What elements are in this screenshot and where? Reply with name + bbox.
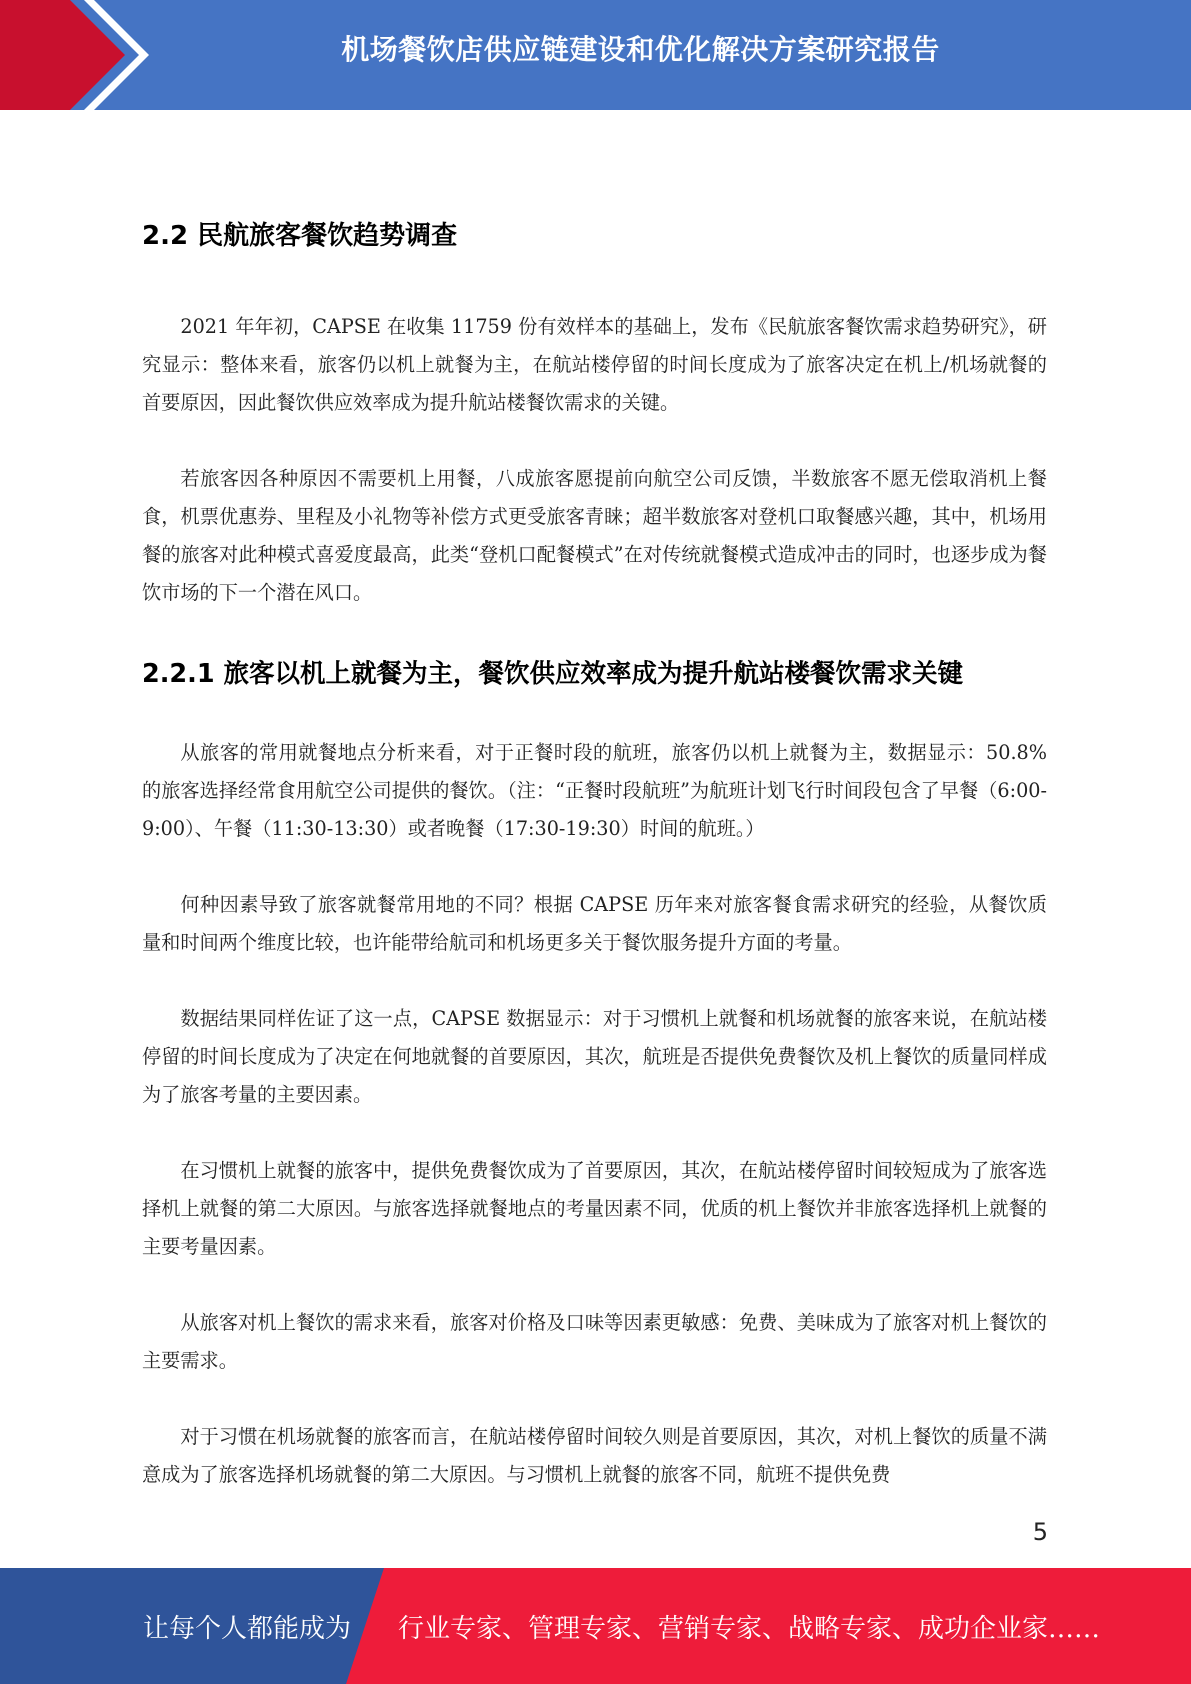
paragraph-3: 从旅客的常用就餐地点分析来看，对于正餐时段的航班，旅客仍以机上就餐为主，数据显示：50.8%的旅客选择经常食用航空公司提供的餐饮。（注：“正餐时段航班”为航班计划飞行时间段包含了早餐（6:00-9:00）、午餐（11:30-13:30）或者晚餐（17:30-19:30）时间的航班。） <box>142 741 1047 840</box>
paragraph-7: 从旅客对机上餐饮的需求来看，旅客对价格及口味等因素更敏感：免费、美味成为了旅客对机上餐饮的主要需求。 <box>142 1311 1047 1372</box>
footer-slogan-right: 行业专家、管理专家、营销专家、战略专家、成功企业家…… <box>398 1614 1101 1644</box>
section-heading-2-2: 2.2 民航旅客餐饮趋势调查 <box>142 221 458 251</box>
page-number: 5 <box>1032 1518 1048 1546</box>
paragraph-8: 对于习惯在机场就餐的旅客而言，在航站楼停留时间较久则是首要原因，其次，对机上餐饮的质量不满意成为了旅客选择机场就餐的第二大原因。与习惯机上就餐的旅客不同，航班不提供免费 <box>142 1425 1047 1486</box>
section-heading-2-2-1: 2.2.1 旅客以机上就餐为主，餐饮供应效率成为提升航站楼餐饮需求关键 <box>142 659 963 689</box>
paragraph-6: 在习惯机上就餐的旅客中，提供免费餐饮成为了首要原因，其次，在航站楼停留时间较短成为了旅客选择机上就餐的第二大原因。与旅客选择就餐地点的考量因素不同，优质的机上餐饮并非旅客选择机上就餐的主要考量因素。 <box>142 1159 1047 1258</box>
paragraph-4: 何种因素导致了旅客就餐常用地的不同？根据 CAPSE 历年来对旅客餐食需求研究的经验，从餐饮质量和时间两个维度比较，也许能带给航司和机场更多关于餐饮服务提升方面的考量。 <box>142 893 1047 954</box>
footer-slogan-left: 让每个人都能成为 <box>143 1614 352 1644</box>
paragraph-5: 数据结果同样佐证了这一点，CAPSE 数据显示：对于习惯机上就餐和机场就餐的旅客来说，在航站楼停留的时间长度成为了决定在何地就餐的首要原因，其次，航班是否提供免费餐饮及机上餐饮的质量同样成为了旅客考量的主要因素。 <box>142 1007 1047 1106</box>
header-banner <box>0 0 1191 110</box>
paragraph-1: 2021 年年初，CAPSE 在收集 11759 份有效样本的基础上，发布《民航旅客餐饮需求趋势研究》，研究显示：整体来看，旅客仍以机上就餐为主，在航站楼停留的时间长度成为了旅客决定在机上/机场就餐的首要原因，因此餐饮供应效率成为提升航站楼餐饮需求的关键。 <box>142 315 1047 414</box>
header-arrow-decoration <box>0 0 160 110</box>
footer-banner <box>0 1568 1191 1684</box>
paragraph-2: 若旅客因各种原因不需要机上用餐，八成旅客愿提前向航空公司反馈，半数旅客不愿无偿取消机上餐食，机票优惠券、里程及小礼物等补偿方式更受旅客青睐；超半数旅客对登机口取餐感兴趣，其中，机场用餐的旅客对此种模式喜爱度最高，此类“登机口配餐模式”在对传统就餐模式造成冲击的同时，也逐步成为餐饮市场的下一个潜在风口。 <box>142 467 1047 604</box>
document-body <box>142 212 1047 1532</box>
report-title: 机场餐饮店供应链建设和优化解决方案研究报告 <box>341 33 940 66</box>
